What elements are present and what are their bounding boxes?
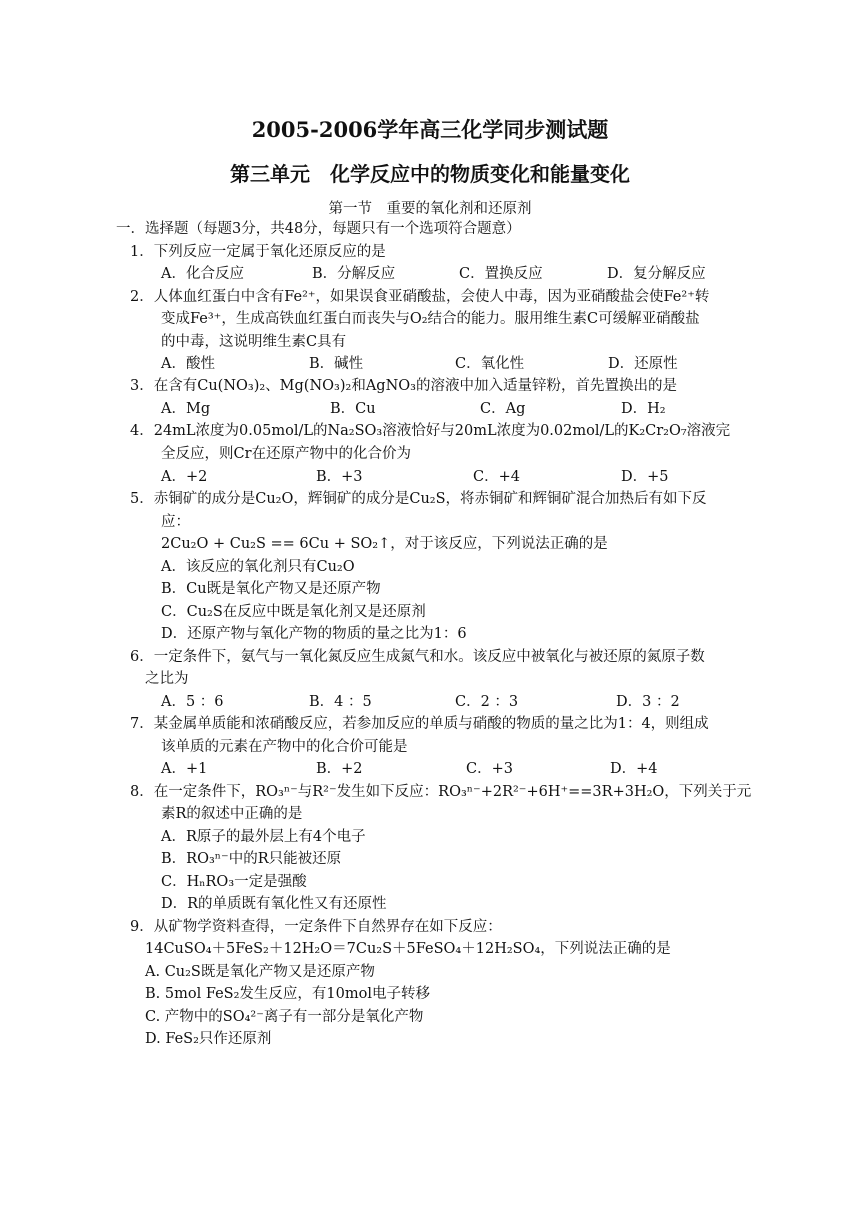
option: C. 产物中的SO₄²⁻离子有一部分是氧化产物 [145,1009,424,1025]
option: B．Cu既是氧化产物又是还原产物 [161,581,381,597]
option: C．Ag [480,401,526,417]
section-heading: 第一节 重要的氧化剂和还原剂 [328,201,532,217]
option: D．R的单质既有氧化性又有还原性 [161,896,387,912]
question-2-stem-line: 2．人体血红蛋白中含有Fe²⁺，如果误食亚硝酸盐，会使人中毒，因为亚硝酸盐会使Fe²⁺转 [130,289,710,305]
option: C．氧化性 [455,356,525,372]
question-8-stem-line: 8．在一定条件下，RO₃ⁿ⁻与R²⁻发生如下反应：RO₃ⁿ⁻+2R²⁻+6H⁺==3R+3H₂O，下列关于元 [130,784,752,800]
question-9-stem-line: 9．从矿物学资料查得，一定条件下自然界存在如下反应： [130,919,502,935]
option: D．3 ：2 [616,694,680,710]
option: B. 5mol FeS₂发生反应，有10mol电子转移 [145,986,430,1002]
option: A．该反应的氧化剂只有Cu₂O [161,559,355,575]
option: C．+4 [473,469,520,485]
question-8-stem-line: 素R的叙述中正确的是 [161,806,303,822]
option: C．Cu₂S在反应中既是氧化剂又是还原剂 [161,604,426,620]
question-4-stem-line: 全反应，则Cr在还原产物中的化合价为 [161,446,412,462]
option: C．+3 [466,761,513,777]
option: C．置换反应 [459,266,543,282]
option: B．+3 [316,469,363,485]
option: B．分解反应 [312,266,396,282]
question-4-stem-line: 4．24mL浓度为0.05mol/L的Na₂SO₃溶液恰好与20mL浓度为0.02mol/L的K₂Cr₂O₇溶液完 [130,423,731,439]
option: D．复分解反应 [607,266,706,282]
option: A．5 ：6 [161,694,224,710]
question-6-stem-line: 之比为 [145,671,189,687]
option: D．+4 [610,761,658,777]
unit-heading: 第三单元 化学反应中的物质变化和能量变化 [230,162,630,186]
option: A．化合反应 [161,266,244,282]
option: D．H₂ [621,401,666,417]
option: B．4 ：5 [309,694,372,710]
option: D. FeS₂只作还原剂 [145,1031,272,1047]
document-title: 2005-2006学年高三化学同步测试题 [251,117,609,142]
option: B．RO₃ⁿ⁻中的R只能被还原 [161,851,342,867]
option: B．+2 [316,761,363,777]
option: A．酸性 [161,356,215,372]
question-7-stem-line: 该单质的元素在产物中的化合价可能是 [161,739,408,755]
question-1-stem: 1．下列反应一定属于氧化还原反应的是 [130,244,386,260]
question-7-stem-line: 7．某金属单质能和浓硝酸反应，若参加反应的单质与硝酸的物质的量之比为1：4，则组成 [130,716,709,732]
question-2-stem-line: 变成Fe³⁺，生成高铁血红蛋白而丧失与O₂结合的能力。服用维生素C可缓解亚硝酸盐 [161,311,700,327]
question-3-stem: 3．在含有Cu(NO₃)₂、Mg(NO₃)₂和AgNO₃的溶液中加入适量锌粉，首先置换出的是 [130,378,677,394]
question-6-stem-line: 6．一定条件下，氨气与一氧化氮反应生成氮气和水。该反应中被氧化与被还原的氮原子数 [130,649,705,665]
option: B．碱性 [309,356,364,372]
option: B．Cu [330,401,376,417]
option: A. Cu₂S既是氧化产物又是还原产物 [145,964,375,980]
question-2-stem-line: 的中毒，这说明维生素C具有 [161,334,347,350]
question-5-stem-line: 应： [161,514,190,530]
question-9-equation: 14CuSO₄＋5FeS₂＋12H₂O＝7Cu₂S＋5FeSO₄＋12H₂SO₄，下列说法正确的是 [145,941,671,957]
option: D．+5 [621,469,669,485]
option: D．还原产物与氧化产物的物质的量之比为1：6 [161,626,467,642]
option: A．Mg [161,401,211,417]
option: A．+1 [161,761,208,777]
option: D．还原性 [608,356,678,372]
option: A．R原子的最外层上有4个电子 [161,829,366,845]
question-5-stem-line: 5．赤铜矿的成分是Cu₂O，辉铜矿的成分是Cu₂S，将赤铜矿和辉铜矿混合加热后有如下反 [130,491,707,507]
option: C．2 ：3 [455,694,519,710]
instructions: 一．选择题（每题3分，共48分，每题只有一个选项符合题意） [116,221,521,237]
option: C．HₙRO₃一定是强酸 [161,874,307,890]
option: A．+2 [161,469,208,485]
question-5-equation: 2Cu₂O + Cu₂S == 6Cu + SO₂↑，对于该反应，下列说法正确的是 [161,536,608,552]
